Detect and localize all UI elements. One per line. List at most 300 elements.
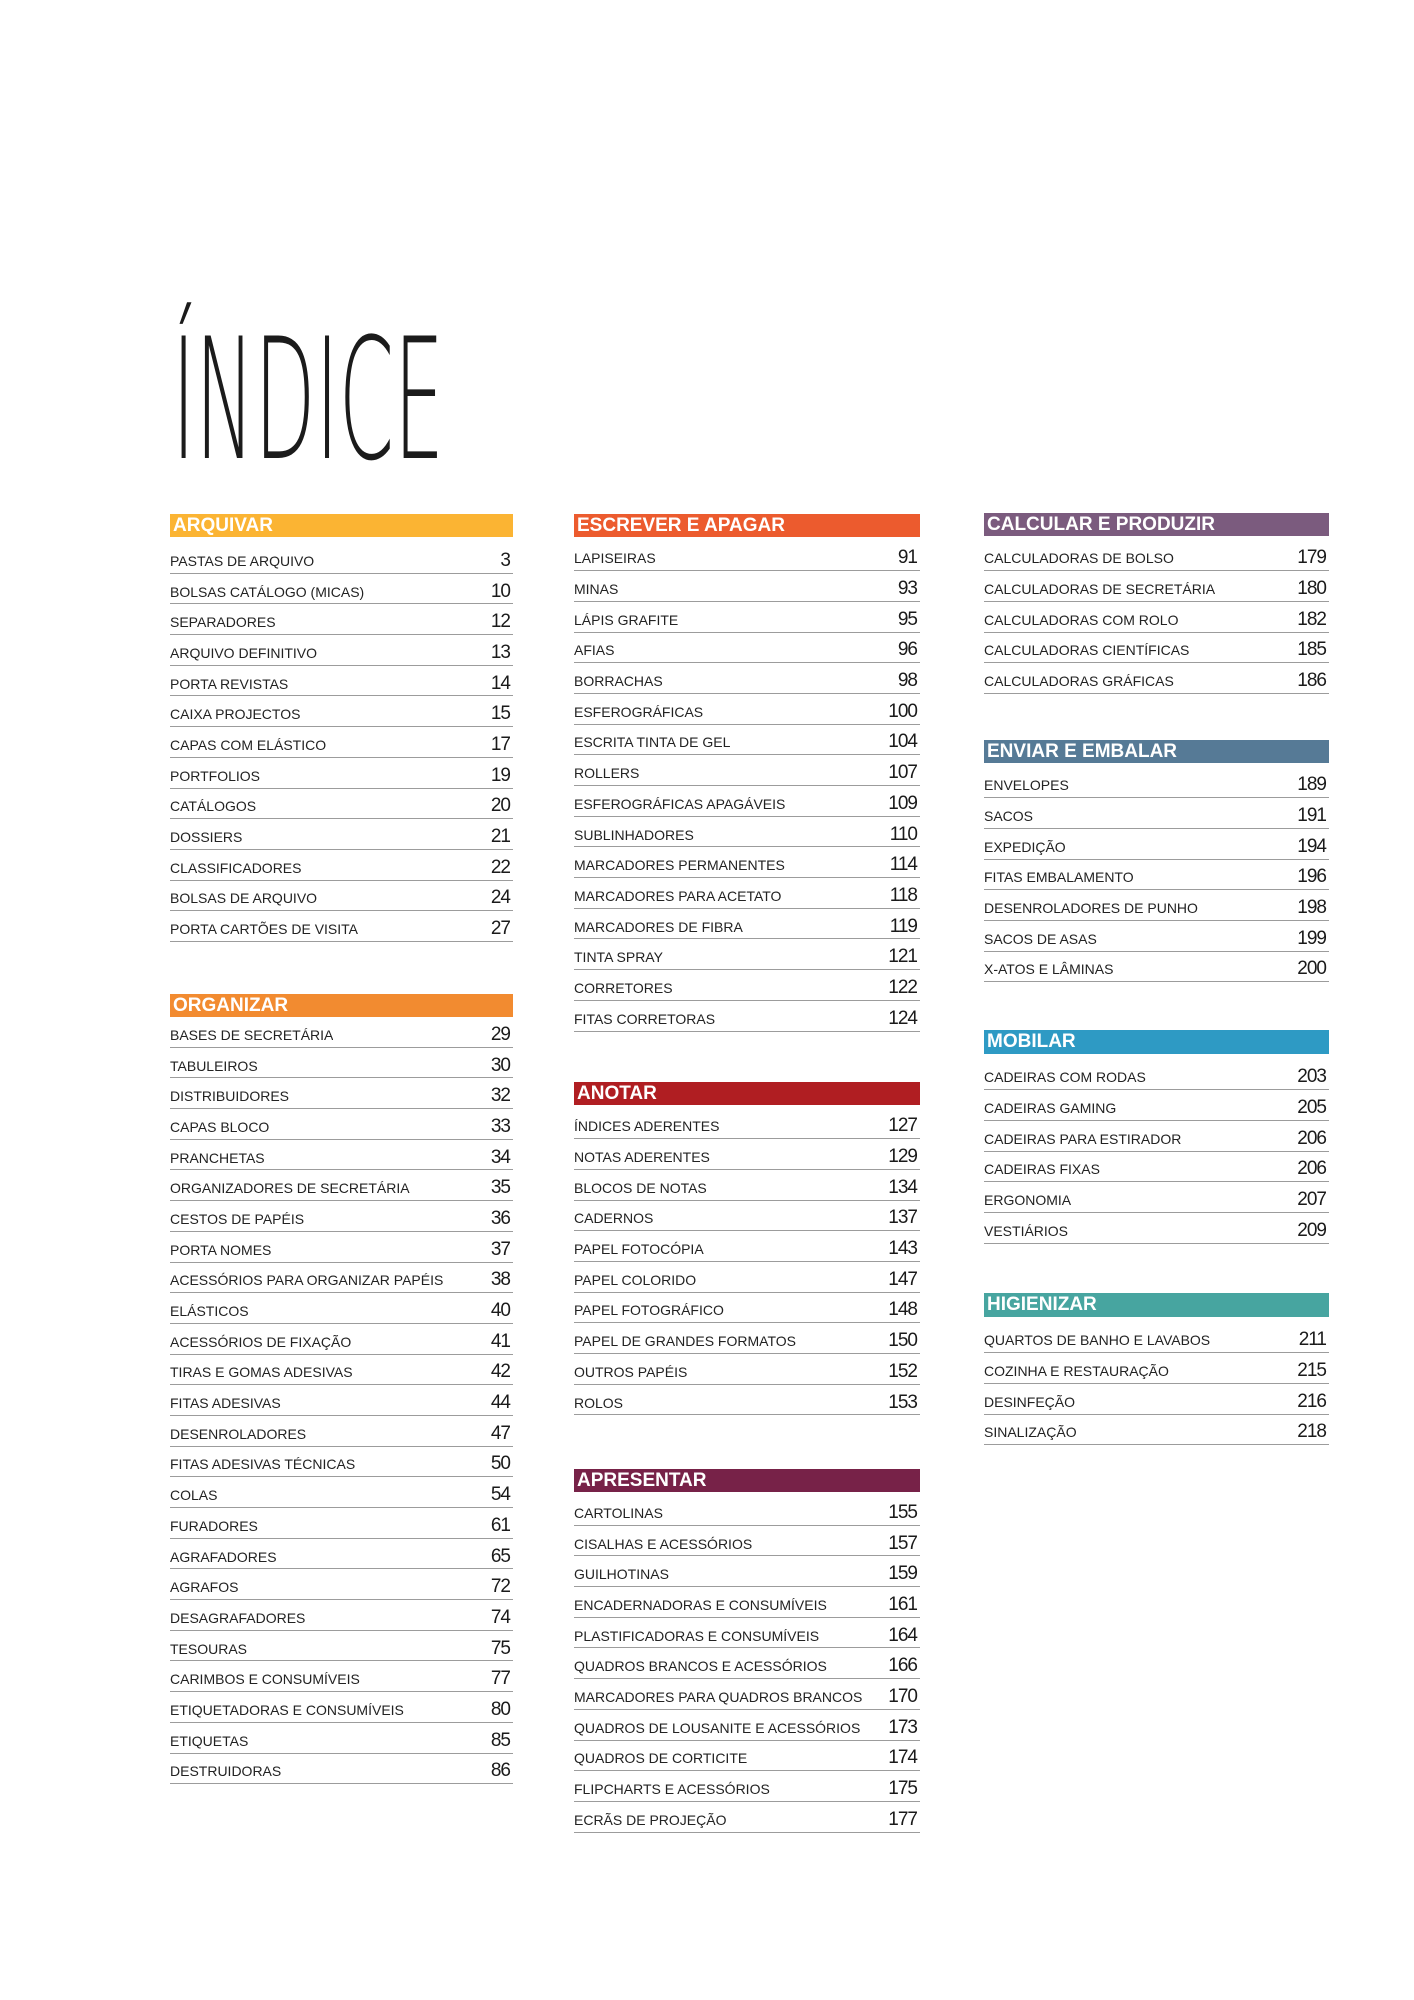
section-header-apresentar: APRESENTAR: [574, 1469, 920, 1492]
entry-page-number: 196: [1297, 866, 1326, 888]
index-entry: [984, 952, 1329, 983]
entry-page-number: 24: [490, 887, 510, 909]
entry-label: CALCULADORAS DE SECRETÁRIA: [984, 581, 1216, 598]
entry-label: FITAS ADESIVAS TÉCNICAS: [170, 1456, 356, 1473]
index-entry: [170, 604, 513, 635]
entry-page-number: 147: [888, 1268, 917, 1290]
index-entry: [574, 1109, 920, 1140]
entry-page-number: 164: [888, 1624, 917, 1646]
section-anotar: [574, 1082, 920, 1415]
entry-label: CAIXA PROJECTOS: [170, 706, 301, 723]
entry-page-number: 209: [1297, 1219, 1326, 1241]
entry-label: SACOS: [984, 808, 1034, 825]
entry-page-number: 216: [1297, 1390, 1326, 1412]
entry-page-number: 75: [490, 1637, 510, 1659]
index-entry: [170, 1600, 513, 1631]
entry-page-number: 22: [490, 856, 510, 878]
entry-page-number: 20: [490, 795, 510, 817]
index-entry: [170, 1508, 513, 1539]
entry-page-number: 74: [490, 1606, 510, 1628]
index-entry: [574, 1526, 920, 1557]
index-entry: [170, 1723, 513, 1754]
index-entry: [170, 1631, 513, 1662]
entry-label: PORTA CARTÕES DE VISITA: [170, 921, 359, 938]
entry-page-number: 205: [1297, 1097, 1326, 1119]
entry-page-number: 206: [1297, 1158, 1326, 1180]
entry-page-number: 119: [889, 915, 917, 937]
entry-page-number: 95: [897, 608, 917, 630]
entry-label: FITAS CORRETORAS: [574, 1010, 716, 1027]
entry-page-number: 109: [888, 792, 917, 814]
section-header-escrever-e-apagar: ESCREVER E APAGAR: [574, 514, 920, 537]
index-entry: [574, 1323, 920, 1354]
entry-page-number: 29: [490, 1023, 510, 1045]
entry-page-number: 207: [1297, 1189, 1326, 1211]
index-entry: [170, 1385, 513, 1416]
entry-label: CORRETORES: [574, 979, 673, 996]
entry-label: BOLSAS DE ARQUIVO: [170, 890, 318, 907]
entry-page-number: 174: [888, 1747, 917, 1769]
index-entry: [574, 1385, 920, 1416]
index-entry: [170, 881, 513, 912]
section-header-mobilar: MOBILAR: [984, 1030, 1329, 1054]
entry-page-number: 182: [1297, 608, 1326, 630]
index-entry: [170, 1416, 513, 1447]
section-mobilar: [984, 1030, 1329, 1244]
entry-label: QUADROS DE CORTICITE: [574, 1750, 748, 1767]
index-entry: [170, 1569, 513, 1600]
entry-label: ECRÃS DE PROJEÇÃO: [574, 1811, 727, 1828]
entry-page-number: 41: [490, 1330, 510, 1352]
section-escrever-e-apagar: [574, 514, 920, 1032]
entry-page-number: 96: [897, 639, 917, 661]
section-arquivar: [170, 514, 513, 942]
entry-page-number: 137: [888, 1207, 917, 1229]
entry-page-number: 170: [888, 1685, 917, 1707]
entry-page-number: 65: [490, 1545, 510, 1567]
index-entry: [170, 850, 513, 881]
entry-label: ACESSÓRIOS PARA ORGANIZAR PAPÉIS: [170, 1272, 444, 1289]
entry-page-number: 200: [1297, 958, 1326, 980]
index-entry: [574, 1771, 920, 1802]
index-entry: [574, 909, 920, 940]
entry-label: CAPAS BLOCO: [170, 1118, 270, 1135]
entry-page-number: 91: [897, 547, 917, 569]
entry-label: ENVELOPES: [984, 777, 1069, 794]
entry-page-number: 110: [889, 823, 917, 845]
index-entry: [574, 1741, 920, 1772]
entry-label: COLAS: [170, 1487, 218, 1504]
entry-label: DOSSIERS: [170, 829, 243, 846]
entry-page-number: 177: [888, 1808, 917, 1830]
entry-page-number: 98: [897, 670, 917, 692]
entry-page-number: 17: [490, 733, 510, 755]
entry-page-number: 77: [490, 1668, 510, 1690]
entry-label: CADEIRAS PARA ESTIRADOR: [984, 1130, 1182, 1147]
entry-label: QUADROS BRANCOS E ACESSÓRIOS: [574, 1658, 827, 1675]
entry-label: FURADORES: [170, 1517, 258, 1534]
entry-page-number: 121: [888, 946, 917, 968]
entry-label: QUADROS DE LOUSANITE E ACESSÓRIOS: [574, 1719, 861, 1736]
entry-page-number: 218: [1297, 1421, 1326, 1443]
entry-page-number: 37: [490, 1238, 510, 1260]
index-entry: [984, 633, 1329, 664]
entry-label: X-ATOS E LÂMINAS: [984, 961, 1114, 978]
index-entry: [170, 1263, 513, 1294]
entry-page-number: 33: [490, 1115, 510, 1137]
entry-label: BOLSAS CATÁLOGO (MICAS): [170, 583, 365, 600]
entry-label: CATÁLOGOS: [170, 798, 257, 815]
index-entry: [984, 921, 1329, 952]
index-entry: [574, 817, 920, 848]
entry-label: GUILHOTINAS: [574, 1566, 669, 1583]
index-entry: [984, 1384, 1329, 1415]
index-entry: [574, 602, 920, 633]
index-entry: [170, 1109, 513, 1140]
entry-label: PLASTIFICADORAS E CONSUMÍVEIS: [574, 1627, 820, 1644]
entry-page-number: 72: [490, 1576, 510, 1598]
index-entry: [984, 1060, 1329, 1091]
entry-page-number: 185: [1297, 639, 1326, 661]
entry-page-number: 152: [888, 1360, 917, 1382]
entry-label: ERGONOMIA: [984, 1192, 1072, 1209]
entry-page-number: 129: [888, 1146, 917, 1168]
entry-label: DESINFEÇÃO: [984, 1393, 1076, 1410]
entry-label: SEPARADORES: [170, 614, 276, 631]
entry-label: CALCULADORAS DE BOLSO: [984, 550, 1174, 567]
entry-page-number: 80: [490, 1698, 510, 1720]
index-entry: [574, 1231, 920, 1262]
entry-page-number: 206: [1297, 1127, 1326, 1149]
entry-label: CARIMBOS E CONSUMÍVEIS: [170, 1671, 360, 1688]
entry-label: BASES DE SECRETÁRIA: [170, 1026, 334, 1043]
entry-page-number: 21: [490, 826, 510, 848]
entry-page-number: 191: [1297, 805, 1326, 827]
index-entry: [170, 1754, 513, 1785]
entry-label: PRANCHETAS: [170, 1149, 265, 1166]
index-entry: [574, 1354, 920, 1385]
entry-page-number: 215: [1297, 1360, 1326, 1382]
entry-label: ORGANIZADORES DE SECRETÁRIA: [170, 1180, 410, 1197]
entry-page-number: 186: [1297, 670, 1326, 692]
entry-label: CALCULADORAS COM ROLO: [984, 611, 1179, 628]
index-entry: [574, 1262, 920, 1293]
index-entry: [170, 574, 513, 605]
entry-label: LÁPIS GRAFITE: [574, 611, 679, 628]
entry-label: SINALIZAÇÃO: [984, 1424, 1077, 1441]
index-entry: [170, 696, 513, 727]
entry-label: ETIQUETADORAS E CONSUMÍVEIS: [170, 1701, 404, 1718]
entry-page-number: 54: [490, 1484, 510, 1506]
index-entry: [984, 602, 1329, 633]
entry-label: PASTAS DE ARQUIVO: [170, 552, 315, 569]
entry-label: ROLLERS: [574, 765, 640, 782]
entry-page-number: 30: [490, 1054, 510, 1076]
section-header-organizar: ORGANIZAR: [170, 994, 513, 1017]
entry-page-number: 198: [1297, 897, 1326, 919]
entry-label: ACESSÓRIOS DE FIXAÇÃO: [170, 1333, 352, 1350]
index-entry: [574, 1495, 920, 1526]
index-entry: [984, 860, 1329, 891]
entry-label: PORTA REVISTAS: [170, 675, 289, 692]
entry-page-number: 150: [888, 1330, 917, 1352]
index-entry: [574, 1648, 920, 1679]
entry-label: TIRAS E GOMAS ADESIVAS: [170, 1364, 353, 1381]
entry-page-number: 124: [888, 1007, 917, 1029]
section-header-arquivar: ARQUIVAR: [170, 514, 513, 537]
entry-label: CALCULADORAS CIENTÍFICAS: [984, 642, 1190, 659]
index-entry: [984, 890, 1329, 921]
entry-label: DESENROLADORES DE PUNHO: [984, 900, 1198, 917]
index-entry: [574, 541, 920, 572]
section-apresentar: [574, 1469, 920, 1833]
entry-page-number: 180: [1297, 578, 1326, 600]
entry-page-number: 40: [490, 1300, 510, 1322]
entry-label: QUARTOS DE BANHO E LAVABOS: [984, 1332, 1211, 1349]
entry-label: PORTFOLIOS: [170, 767, 260, 784]
index-entry: [984, 1121, 1329, 1152]
entry-label: CADEIRAS FIXAS: [984, 1161, 1100, 1178]
entry-label: MARCADORES DE FIBRA: [574, 918, 743, 935]
index-entry: [984, 1152, 1329, 1183]
entry-label: PAPEL COLORIDO: [574, 1271, 697, 1288]
entry-label: FLIPCHARTS E ACESSÓRIOS: [574, 1781, 770, 1798]
entry-page-number: 50: [490, 1453, 510, 1475]
index-entry: [170, 1324, 513, 1355]
entry-label: BORRACHAS: [574, 673, 663, 690]
entry-label: AGRAFADORES: [170, 1548, 277, 1565]
entry-label: BLOCOS DE NOTAS: [574, 1179, 707, 1196]
entry-page-number: 134: [888, 1176, 917, 1198]
index-entry: [574, 786, 920, 817]
index-entry: [170, 1477, 513, 1508]
section-entries: [170, 1017, 513, 1784]
section-entries: [170, 543, 513, 942]
index-entry: [984, 1182, 1329, 1213]
entry-page-number: 153: [888, 1391, 917, 1413]
entry-label: TESOURAS: [170, 1640, 248, 1657]
entry-page-number: 85: [490, 1729, 510, 1751]
entry-label: ESCRITA TINTA DE GEL: [574, 734, 731, 751]
entry-label: FITAS ADESIVAS: [170, 1395, 281, 1412]
entry-label: SUBLINHADORES: [574, 826, 694, 843]
entry-page-number: 86: [490, 1760, 510, 1782]
entry-page-number: 203: [1297, 1066, 1326, 1088]
section-header-enviar-e-embalar: ENVIAR E EMBALAR: [984, 740, 1329, 763]
index-entry: [170, 819, 513, 850]
entry-label: CLASSIFICADORES: [170, 859, 302, 876]
entry-label: CARTOLINAS: [574, 1504, 663, 1521]
entry-label: CADERNOS: [574, 1210, 654, 1227]
section-entries: [574, 541, 920, 1032]
entry-page-number: 100: [888, 700, 917, 722]
entry-label: NOTAS ADERENTES: [574, 1149, 710, 1166]
entry-page-number: 12: [490, 611, 510, 633]
entry-page-number: 159: [888, 1563, 917, 1585]
index-entry: [574, 755, 920, 786]
entry-label: AFIAS: [574, 642, 615, 659]
index-entry: [984, 829, 1329, 860]
index-entry: [170, 1447, 513, 1478]
index-entry: [170, 635, 513, 666]
index-entry: [984, 768, 1329, 799]
entry-page-number: 32: [490, 1085, 510, 1107]
index-entry: [170, 911, 513, 942]
index-entry: [984, 1213, 1329, 1244]
index-entry: [574, 1587, 920, 1618]
entry-page-number: 27: [490, 918, 510, 940]
section-organizar: [170, 994, 513, 1784]
entry-page-number: 143: [888, 1238, 917, 1260]
entry-page-number: 42: [490, 1361, 510, 1383]
index-entry: [170, 1017, 513, 1048]
entry-label: TINTA SPRAY: [574, 949, 663, 966]
entry-label: ESFEROGRÁFICAS: [574, 703, 704, 720]
index-entry: [574, 694, 920, 725]
section-entries: [984, 1323, 1329, 1446]
entry-page-number: 157: [888, 1532, 917, 1554]
entry-label: ARQUIVO DEFINITIVO: [170, 644, 318, 661]
entry-page-number: 211: [1298, 1329, 1326, 1351]
index-entry: [984, 1353, 1329, 1384]
index-entry: [574, 725, 920, 756]
entry-label: AGRAFOS: [170, 1579, 239, 1596]
index-entry: [170, 1201, 513, 1232]
entry-label: PORTA NOMES: [170, 1241, 272, 1258]
index-entry: [574, 1293, 920, 1324]
index-entry: [574, 1170, 920, 1201]
entry-page-number: 15: [490, 703, 510, 725]
index-entry: [170, 1232, 513, 1263]
entry-page-number: 161: [888, 1593, 917, 1615]
entry-label: TABULEIROS: [170, 1057, 258, 1074]
section-entries: [984, 768, 1329, 983]
entry-page-number: 107: [888, 762, 917, 784]
index-entry: [170, 1140, 513, 1171]
entry-label: ENCADERNADORAS E CONSUMÍVEIS: [574, 1596, 827, 1613]
index-entry: [574, 1710, 920, 1741]
index-entry: [984, 1323, 1329, 1354]
index-entry: [574, 939, 920, 970]
entry-label: ÍNDICES ADERENTES: [574, 1118, 720, 1135]
section-entries: [984, 541, 1329, 694]
index-entry: [170, 727, 513, 758]
index-entry: [574, 1618, 920, 1649]
entry-page-number: 34: [490, 1146, 510, 1168]
index-entry: [984, 1415, 1329, 1446]
entry-page-number: 179: [1297, 547, 1326, 569]
entry-label: CALCULADORAS GRÁFICAS: [984, 673, 1174, 690]
index-entry: [984, 798, 1329, 829]
entry-label: MARCADORES PARA QUADROS BRANCOS: [574, 1688, 863, 1705]
entry-label: ROLOS: [574, 1394, 624, 1411]
index-entry: [574, 878, 920, 909]
section-calcular-e-produzir: [984, 513, 1329, 694]
entry-page-number: 14: [490, 672, 510, 694]
entry-label: CISALHAS E ACESSÓRIOS: [574, 1535, 753, 1552]
index-entry: [170, 1048, 513, 1079]
index-entry: [574, 847, 920, 878]
index-entry: [170, 789, 513, 820]
entry-page-number: 93: [897, 578, 917, 600]
index-entry: [574, 1679, 920, 1710]
index-entry: [170, 1078, 513, 1109]
index-entry: [574, 1802, 920, 1833]
index-entry: [574, 663, 920, 694]
index-entry: [170, 666, 513, 697]
entry-page-number: 173: [888, 1716, 917, 1738]
index-entry: [170, 1539, 513, 1570]
entry-page-number: 47: [490, 1422, 510, 1444]
section-entries: [574, 1495, 920, 1833]
section-entries: [984, 1060, 1329, 1244]
entry-page-number: 199: [1297, 927, 1326, 949]
entry-label: MINAS: [574, 581, 619, 598]
entry-page-number: 61: [490, 1514, 510, 1536]
index-entry: [574, 1556, 920, 1587]
index-entry: [574, 1201, 920, 1232]
index-entry: [984, 571, 1329, 602]
index-entry: [984, 1090, 1329, 1121]
entry-label: FITAS EMBALAMENTO: [984, 869, 1134, 886]
index-entry: [170, 1293, 513, 1324]
entry-page-number: 13: [490, 641, 510, 663]
index-entry: [170, 1692, 513, 1723]
index-entry: [574, 1139, 920, 1170]
entry-page-number: 166: [888, 1655, 917, 1677]
entry-page-number: 3: [500, 549, 510, 571]
index-entry: [984, 541, 1329, 572]
entry-label: EXPEDIÇÃO: [984, 838, 1066, 855]
entry-label: ETIQUETAS: [170, 1732, 249, 1749]
entry-page-number: 44: [490, 1392, 510, 1414]
entry-page-number: 38: [490, 1269, 510, 1291]
index-entry: [170, 543, 513, 574]
entry-label: DESAGRAFADORES: [170, 1609, 306, 1626]
entry-page-number: 36: [490, 1207, 510, 1229]
entry-page-number: 10: [490, 580, 510, 602]
section-higienizar: [984, 1293, 1329, 1445]
section-header-calcular-e-produzir: CALCULAR E PRODUZIR: [984, 513, 1329, 536]
index-entry: [170, 1355, 513, 1386]
entry-label: DESTRUIDORAS: [170, 1763, 282, 1780]
page-title-text: ÍNDICE: [172, 302, 444, 498]
entry-page-number: 118: [889, 884, 917, 906]
entry-label: CADEIRAS COM RODAS: [984, 1069, 1146, 1086]
entry-label: PAPEL FOTOGRÁFICO: [574, 1302, 724, 1319]
index-entry: [984, 663, 1329, 694]
index-entry: [170, 1661, 513, 1692]
entry-label: SACOS DE ASAS: [984, 930, 1097, 947]
index-entry: [574, 1001, 920, 1032]
section-entries: [574, 1109, 920, 1416]
entry-page-number: 148: [888, 1299, 917, 1321]
entry-page-number: 127: [888, 1115, 917, 1137]
entry-page-number: 189: [1297, 774, 1326, 796]
entry-label: PAPEL DE GRANDES FORMATOS: [574, 1333, 796, 1350]
entry-page-number: 35: [490, 1177, 510, 1199]
section-header-anotar: ANOTAR: [574, 1082, 920, 1105]
index-entry: [574, 633, 920, 664]
entry-label: ESFEROGRÁFICAS APAGÁVEIS: [574, 795, 786, 812]
entry-label: OUTROS PAPÉIS: [574, 1363, 688, 1380]
entry-label: ELÁSTICOS: [170, 1303, 249, 1320]
entry-label: CADEIRAS GAMING: [984, 1100, 1117, 1117]
entry-label: VESTIÁRIOS: [984, 1222, 1069, 1239]
index-entry: [574, 970, 920, 1001]
entry-label: COZINHA E RESTAURAÇÃO: [984, 1363, 1169, 1380]
entry-label: CESTOS DE PAPÉIS: [170, 1210, 305, 1227]
